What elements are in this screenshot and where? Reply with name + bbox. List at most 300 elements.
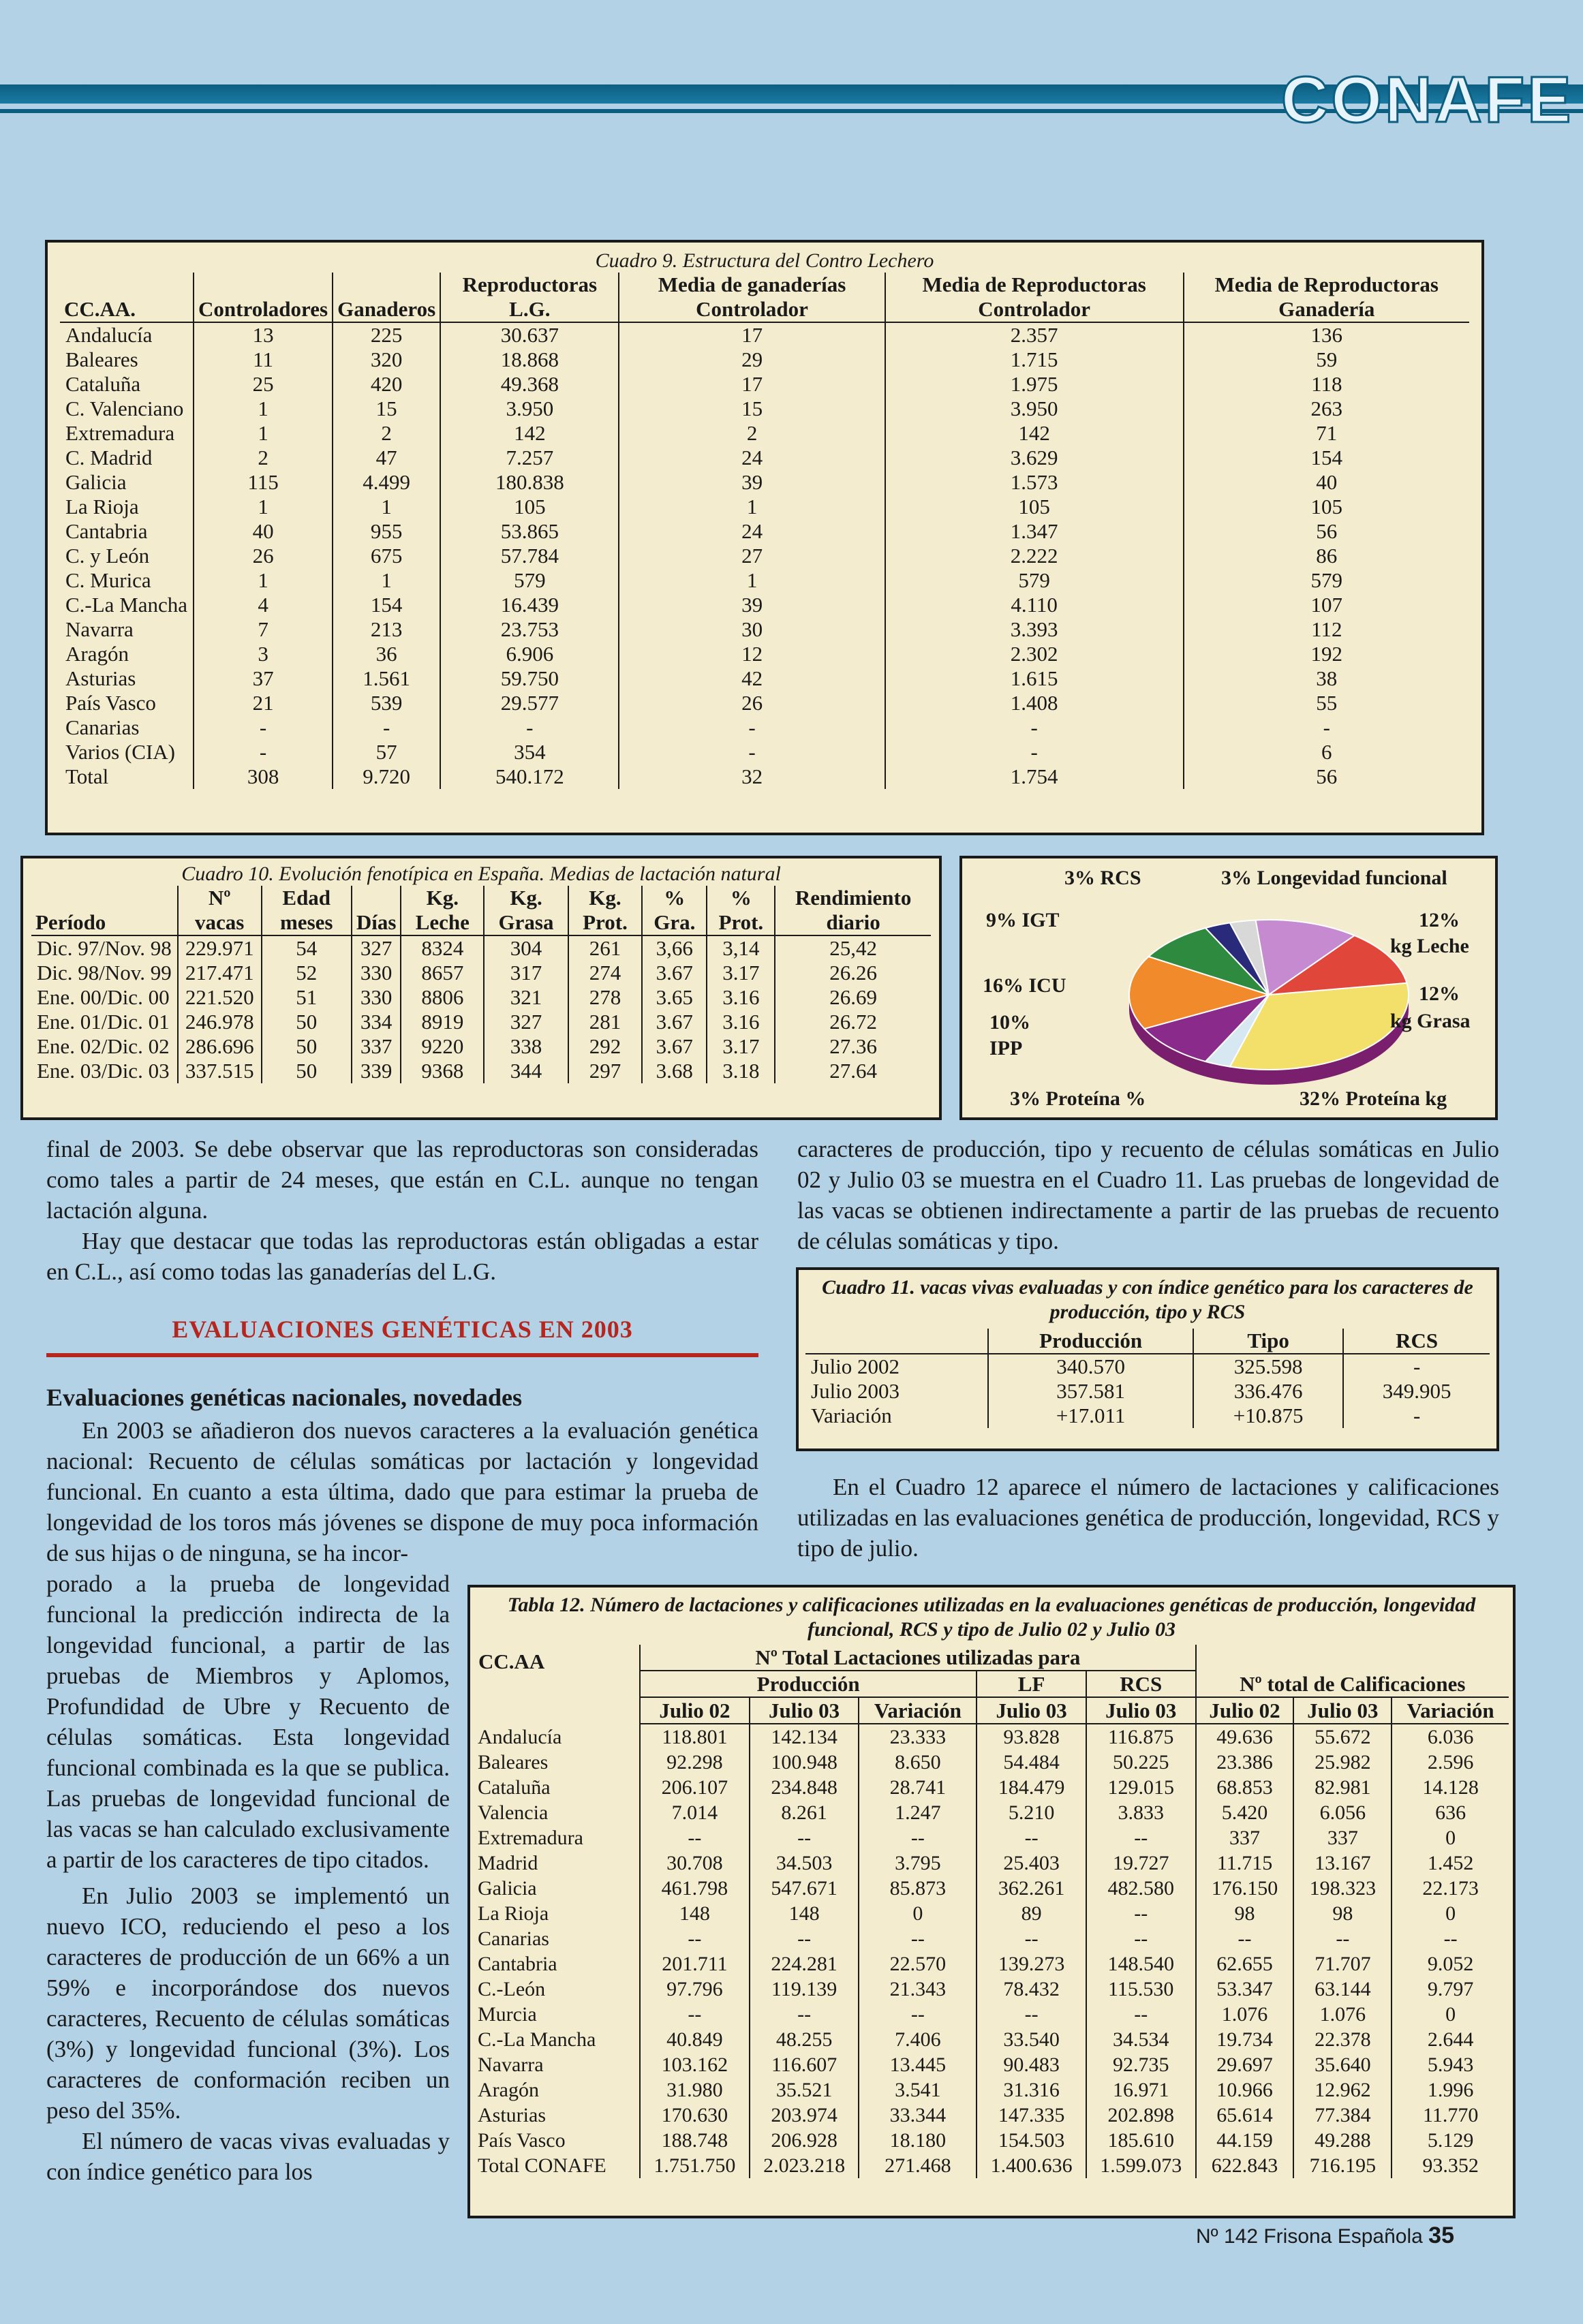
tabla12-cell: Asturias	[478, 2104, 546, 2126]
cuadro10-cell: 3,14	[707, 935, 775, 961]
cuadro9-cell: La Rioja	[65, 495, 139, 518]
tabla12-cell: 9.052	[1392, 1951, 1509, 1977]
cuadro9-caption: Cuadro 9. Estructura del Contro Lechero	[595, 249, 934, 272]
cuadro10-row	[31, 935, 931, 961]
cuadro11-cell: -	[1343, 1354, 1490, 1379]
tabla12-cell: 116.607	[750, 2052, 859, 2077]
cuadro9-cell: 263	[1184, 397, 1469, 421]
tabla12-cell: Total CONAFE	[478, 2154, 606, 2177]
cuadro9-cell: 26	[619, 691, 885, 715]
cuadro9-cell: Galicia	[65, 470, 127, 494]
tabla12-cell: --	[859, 1926, 977, 1951]
cuadro11-cell: +17.011	[988, 1404, 1193, 1428]
cuadro9-cell: 142	[885, 421, 1184, 446]
paragraph: caracteres de producción, tipo y recuento de células somáticas en Julio 02 y Julio 03 se muestra en el Cuadro 11. Las pruebas de longevidad de las vacas se obtienen indirectamente a partir de las pruebas de recuento de células somáticas y tipo.	[797, 1136, 1499, 1254]
tabla12-subheader-cell: Variación	[1392, 1697, 1509, 1724]
cuadro10-cell: 321	[484, 985, 568, 1010]
tabla12-cell: 5.943	[1392, 2052, 1509, 2077]
cuadro10-cell: 221.520	[178, 985, 262, 1010]
tabla12-cell: 16.971	[1086, 2077, 1196, 2103]
cuadro9-cell: 579	[1184, 568, 1469, 593]
cuadro9-cell: 86	[1184, 544, 1469, 568]
cuadro10-header-cell: Kg. Grasa	[484, 886, 568, 935]
tabla12-cell: 115.530	[1086, 1977, 1196, 2002]
tabla12-cell: 30.708	[640, 1850, 750, 1876]
cuadro9-cell: 1	[194, 397, 333, 421]
tabla12-row	[474, 1825, 1509, 1850]
cuadro10-cell: 3.67	[642, 1010, 707, 1034]
tabla12-cell: C.-León	[478, 1978, 546, 2000]
cuadro10-cell: 54	[262, 935, 352, 961]
cuadro9-cell: 213	[333, 617, 440, 642]
tabla12-cell: 10.966	[1196, 2077, 1294, 2103]
cuadro9-cell: C. y León	[65, 544, 150, 568]
tabla12-cell: 92.735	[1086, 2052, 1196, 2077]
tabla12-cell: 188.748	[640, 2128, 750, 2153]
cuadro10-cell: 297	[568, 1059, 642, 1083]
tabla12-cell: 19.727	[1086, 1850, 1196, 1876]
tabla12-header-lf: LF	[977, 1671, 1086, 1697]
cuadro9-cell: 42	[619, 666, 885, 691]
cuadro10-header-row	[31, 886, 931, 935]
tabla12-cell: 5.210	[977, 1800, 1086, 1825]
cuadro10-cell: 26.72	[775, 1010, 931, 1034]
tabla12-subheader-cell: Julio 03	[977, 1697, 1086, 1724]
tabla12-cell: 148.540	[1086, 1951, 1196, 1977]
cuadro11-header-cell: Tipo	[1193, 1329, 1343, 1354]
paragraph: Hay que destacar que todas las reproductoras están obligadas a estar en C.L., así como todas las ganaderías del L.G.	[46, 1228, 758, 1285]
cuadro9-cell: 1	[194, 568, 333, 593]
cuadro9-cell: 2	[333, 421, 440, 446]
cuadro9-row	[60, 666, 1469, 691]
cuadro9-cell: 540.172	[440, 764, 619, 789]
cuadro9-cell: 2	[194, 446, 333, 470]
pie-label-grasa-pct: 12%	[1419, 982, 1460, 1005]
cuadro10-cell: 337.515	[178, 1059, 262, 1083]
cuadro10-cell: 3.16	[707, 1010, 775, 1034]
cuadro9-cell: C. Murica	[65, 568, 151, 592]
tabla12-cell: 71.707	[1293, 1951, 1392, 1977]
cuadro9-cell: 18.868	[440, 347, 619, 372]
cuadro10-cell: 330	[352, 961, 401, 985]
cuadro9-cell: Canarias	[65, 715, 140, 739]
tabla12-cell: 25.982	[1293, 1750, 1392, 1775]
cuadro11-header-cell: RCS	[1343, 1329, 1490, 1354]
cuadro11-cell: Julio 2002	[811, 1354, 900, 1378]
cuadro9-cell: 30.637	[440, 322, 619, 347]
cuadro10-cell: 3.67	[642, 961, 707, 985]
tabla12-cell: Navarra	[478, 2054, 544, 2076]
cuadro10-cell: Ene. 01/Dic. 01	[37, 1010, 170, 1034]
cuadro9-cell: -	[194, 740, 333, 764]
tabla12-row	[474, 2002, 1509, 2027]
tabla12-cell: 54.484	[977, 1750, 1086, 1775]
cuadro9-cell: 1	[619, 495, 885, 519]
cuadro9-cell: Cantabria	[65, 519, 148, 543]
tabla12-cell: 44.159	[1196, 2128, 1294, 2153]
tabla12-cell: 6.036	[1392, 1724, 1509, 1750]
cuadro9-cell: 1.615	[885, 666, 1184, 691]
cuadro9-cell: -	[619, 740, 885, 764]
cuadro10-header-cell: Período	[31, 886, 178, 935]
cuadro9-cell: 107	[1184, 593, 1469, 617]
tabla12-cell: 119.139	[750, 1977, 859, 2002]
tabla12-row	[474, 1926, 1509, 1951]
body-right-mid	[797, 1472, 1499, 1564]
cuadro9-cell: 15	[333, 397, 440, 421]
tabla12-cell: 97.796	[640, 1977, 750, 2002]
tabla12-cell: --	[640, 2002, 750, 2027]
tabla12-cell: 82.981	[1293, 1775, 1392, 1800]
cuadro9-cell: 142	[440, 421, 619, 446]
tabla12-cell: 89	[977, 1901, 1086, 1926]
tabla12-cell: --	[1086, 1825, 1196, 1850]
cuadro10-cell: 337	[352, 1034, 401, 1059]
tabla12-cell: --	[1293, 1926, 1392, 1951]
tabla12-header-produccion: Producción	[640, 1671, 977, 1697]
pie-label-ipp-pct: 10%	[989, 1011, 1030, 1034]
cuadro9-cell: 38	[1184, 666, 1469, 691]
cuadro10-cell: 50	[262, 1034, 352, 1059]
tabla12-cell: 142.134	[750, 1724, 859, 1750]
tabla12-cell: 29.697	[1196, 2052, 1294, 2077]
cuadro9-cell: Extremadura	[65, 421, 175, 445]
tabla12-cell: 77.384	[1293, 2103, 1392, 2128]
tabla12-cell: 206.928	[750, 2128, 859, 2153]
cuadro11-cell: 340.570	[988, 1354, 1193, 1379]
cuadro10-cell: 27.64	[775, 1059, 931, 1083]
cuadro11-cell: Julio 2003	[811, 1379, 900, 1403]
tabla12-subheader-cell: Variación	[859, 1697, 977, 1724]
cuadro10-header-cell: % Gra.	[642, 886, 707, 935]
tabla12-cell: 234.848	[750, 1775, 859, 1800]
cuadro9-cell: C.-La Mancha	[65, 593, 188, 617]
cuadro9-header-cell: Media de Reproductoras Ganadería	[1184, 273, 1469, 322]
tabla12-cell: 154.503	[977, 2128, 1086, 2153]
cuadro9-cell: 23.753	[440, 617, 619, 642]
cuadro9-cell: -	[885, 715, 1184, 740]
cuadro11-cell: -	[1343, 1404, 1490, 1428]
cuadro9-cell: Baleares	[65, 347, 138, 371]
section-rule	[46, 1353, 758, 1357]
tabla12-caption: Tabla 12. Número de lactaciones y calificaciones utilizadas en la evaluaciones genéticas de producción, longevidad funcional, RCS y tipo de Julio 02 y Julio 03	[507, 1594, 1476, 1641]
cuadro10-header-cell: % Prot.	[707, 886, 775, 935]
subheading: Evaluaciones genéticas nacionales, novedades	[46, 1384, 523, 1411]
tabla12-cell: Madrid	[478, 1852, 538, 1874]
cuadro9-cell: 579	[885, 568, 1184, 593]
cuadro10-cell: 229.971	[178, 935, 262, 961]
tabla12-table-box	[467, 1585, 1516, 2218]
cuadro9-cell: 29	[619, 347, 885, 372]
tabla12-cell: 8.261	[750, 1800, 859, 1825]
cuadro9-cell: 6	[1184, 740, 1469, 764]
cuadro10-cell: 51	[262, 985, 352, 1010]
pie-label-proteina-pct: 3% Proteína %	[1010, 1087, 1146, 1110]
cuadro9-cell: 4.499	[333, 470, 440, 495]
cuadro9-row	[60, 446, 1469, 470]
cuadro10-cell: 330	[352, 985, 401, 1010]
tabla12-row	[474, 1901, 1509, 1926]
tabla12-cell: --	[1196, 1926, 1294, 1951]
cuadro10-cell: 52	[262, 961, 352, 985]
cuadro10-cell: 261	[568, 935, 642, 961]
tabla12-cell: --	[750, 1926, 859, 1951]
tabla12-cell: 716.195	[1293, 2153, 1392, 2178]
pie-label-leche-pct: 12%	[1419, 909, 1460, 931]
tabla12-cell: 0	[859, 1901, 977, 1926]
tabla12-cell: 139.273	[977, 1951, 1086, 1977]
tabla12-cell: 461.798	[640, 1876, 750, 1901]
paragraph: El número de vacas vivas evaluadas y con índice genético para los	[46, 2128, 450, 2185]
tabla12-cell: 201.711	[640, 1951, 750, 1977]
tabla12-cell: 622.843	[1196, 2153, 1294, 2178]
tabla12-row	[474, 1850, 1509, 1876]
tabla12-cell: 118.801	[640, 1724, 750, 1750]
tabla12-cell: --	[750, 1825, 859, 1850]
cuadro10-cell: 246.978	[178, 1010, 262, 1034]
tabla12-cell: 9.797	[1392, 1977, 1509, 2002]
tabla12-cell: 33.540	[977, 2027, 1086, 2052]
cuadro10-cell: 3.68	[642, 1059, 707, 1083]
cuadro9-cell: 24	[619, 519, 885, 544]
cuadro9-cell: C. Madrid	[65, 446, 153, 469]
cuadro11-header-row	[805, 1329, 1490, 1354]
cuadro9-table-box	[45, 240, 1484, 835]
cuadro11-header-cell	[805, 1329, 988, 1354]
tabla12-cell: 2.023.218	[750, 2153, 859, 2178]
cuadro9-cell: 1.561	[333, 666, 440, 691]
section-title: EVALUACIONES GENÉTICAS EN 2003	[172, 1316, 633, 1343]
tabla12-cell: 35.521	[750, 2077, 859, 2103]
cuadro10-cell: Ene. 02/Dic. 02	[37, 1034, 170, 1058]
cuadro9-cell: -	[619, 715, 885, 740]
tabla12-row	[474, 1724, 1509, 1750]
cuadro9-row	[60, 347, 1469, 372]
cuadro10-cell: 8324	[401, 935, 484, 961]
tabla12-row	[474, 1750, 1509, 1775]
cuadro9-cell: 1	[194, 421, 333, 446]
cuadro9-cell: 53.865	[440, 519, 619, 544]
cuadro9-cell: 115	[194, 470, 333, 495]
tabla12-cell: 35.640	[1293, 2052, 1392, 2077]
tabla12-row	[474, 2027, 1509, 2052]
cuadro9-cell: -	[333, 715, 440, 740]
cuadro9-cell: 3.950	[440, 397, 619, 421]
cuadro9-cell: 4.110	[885, 593, 1184, 617]
cuadro9-cell: 6.906	[440, 642, 619, 666]
cuadro9-cell: 105	[440, 495, 619, 519]
tabla12-header-calificaciones: Nº total de Calificaciones	[1196, 1645, 1509, 1697]
tabla12-cell: 50.225	[1086, 1750, 1196, 1775]
tabla12-cell: Cataluña	[478, 1776, 551, 1799]
tabla12-header-lactaciones: Nº Total Lactaciones utilizadas para	[640, 1645, 1195, 1671]
tabla12-cell: 18.180	[859, 2128, 977, 2153]
cuadro9-cell: 49.368	[440, 372, 619, 397]
tabla12-cell: 23.386	[1196, 1750, 1294, 1775]
cuadro11-cell: 325.598	[1193, 1354, 1343, 1379]
tabla12-cell: Aragón	[478, 2079, 539, 2101]
tabla12-cell: 14.128	[1392, 1775, 1509, 1800]
cuadro9-header-row	[60, 273, 1469, 322]
tabla12-cell: 23.333	[859, 1724, 977, 1750]
cuadro9-cell: 11	[194, 347, 333, 372]
tabla12-subheader-cell: Julio 02	[640, 1697, 750, 1724]
cuadro9-cell: 105	[1184, 495, 1469, 519]
paragraph: final de 2003. Se debe observar que las reproductoras son consideradas como tales a partir de 24 meses, que están en C.L. aunque no tengan lactación alguna.	[46, 1136, 758, 1224]
tabla12-cell: 362.261	[977, 1876, 1086, 1901]
cuadro9-row	[60, 322, 1469, 347]
tabla12-cell: 78.432	[977, 1977, 1086, 2002]
cuadro9-cell: 1.347	[885, 519, 1184, 544]
cuadro9-cell: 17	[619, 372, 885, 397]
tabla12-cell: 103.162	[640, 2052, 750, 2077]
cuadro10-header-cell: Nº vacas	[178, 886, 262, 935]
tabla12-subheader-cell: Julio 03	[750, 1697, 859, 1724]
cuadro9-cell: 105	[885, 495, 1184, 519]
tabla12-cell: 184.479	[977, 1775, 1086, 1800]
tabla12-cell: 19.734	[1196, 2027, 1294, 2052]
tabla12-cell: 224.281	[750, 1951, 859, 1977]
cuadro9-cell: Varios (CIA)	[65, 740, 175, 764]
tabla12-cell: 31.316	[977, 2077, 1086, 2103]
cuadro9-cell: 27	[619, 544, 885, 568]
cuadro10-cell: 327	[484, 1010, 568, 1034]
body-right-top	[797, 1134, 1499, 1256]
tabla12-cell: --	[859, 1825, 977, 1850]
cuadro9-cell: Total	[65, 764, 109, 788]
tabla12-table	[474, 1645, 1509, 2178]
cuadro9-cell: 25	[194, 372, 333, 397]
tabla12-cell: 13.167	[1293, 1850, 1392, 1876]
tabla12-row	[474, 2077, 1509, 2103]
cuadro10-row	[31, 985, 931, 1010]
tabla12-cell: 53.347	[1196, 1977, 1294, 2002]
cuadro9-row	[60, 715, 1469, 740]
tabla12-cell: 1.452	[1392, 1850, 1509, 1876]
cuadro10-header-cell: Kg. Leche	[401, 886, 484, 935]
tabla12-cell: 547.671	[750, 1876, 859, 1901]
tabla12-cell: 148	[640, 1901, 750, 1926]
tabla12-cell: Valencia	[478, 1801, 549, 1824]
tabla12-cell: 3.541	[859, 2077, 977, 2103]
tabla12-cell: 90.483	[977, 2052, 1086, 2077]
cuadro9-cell: 675	[333, 544, 440, 568]
cuadro9-cell: 118	[1184, 372, 1469, 397]
cuadro9-cell: 32	[619, 764, 885, 789]
cuadro9-cell: 1.715	[885, 347, 1184, 372]
cuadro9-cell: 3.393	[885, 617, 1184, 642]
cuadro9-cell: 7.257	[440, 446, 619, 470]
tabla12-cell: Galicia	[478, 1877, 537, 1900]
cuadro9-cell: 3.950	[885, 397, 1184, 421]
tabla12-cell: 7.406	[859, 2027, 977, 2052]
tabla12-row	[474, 2153, 1509, 2178]
cuadro9-cell: 320	[333, 347, 440, 372]
cuadro9-cell: 7	[194, 617, 333, 642]
tabla12-cell: 1.076	[1196, 2002, 1294, 2027]
tabla12-cell: 202.898	[1086, 2103, 1196, 2128]
tabla12-cell: 25.403	[977, 1850, 1086, 1876]
paragraph: En el Cuadro 12 aparece el número de lactaciones y calificaciones utilizadas en las evaluaciones genética de producción, longevidad, RCS y tipo de julio.	[797, 1474, 1499, 1562]
body-left-top	[46, 1134, 758, 1287]
cuadro9-row	[60, 470, 1469, 495]
paragraph: En 2003 se añadieron dos nuevos caracteres a la evaluación genética nacional: Recuento de células somáticas por lactación y longevidad funcional. En cuanto a esta última, dado que para estimar la prueba de longevidad de los toros más jóvenes se dispone de muy poca información de sus hijas o de ninguna, se ha incor-	[46, 1417, 758, 1566]
tabla12-cell: Cantabria	[478, 1953, 557, 1975]
conafe-logo: CONAFE	[1281, 63, 1574, 136]
cuadro10-cell: 286.696	[178, 1034, 262, 1059]
cuadro9-cell: 21	[194, 691, 333, 715]
tabla12-cell: --	[977, 1926, 1086, 1951]
tabla12-cell: 85.873	[859, 1876, 977, 1901]
cuadro9-cell: 40	[194, 519, 333, 544]
cuadro9-row	[60, 691, 1469, 715]
tabla12-cell: 170.630	[640, 2103, 750, 2128]
tabla12-cell: --	[977, 1825, 1086, 1850]
cuadro11-cell: Variación	[811, 1404, 892, 1427]
tabla12-cell: 31.980	[640, 2077, 750, 2103]
tabla12-cell: 98	[1293, 1901, 1392, 1926]
tabla12-cell: 0	[1392, 2002, 1509, 2027]
cuadro9-cell: 2	[619, 421, 885, 446]
cuadro11-row	[805, 1354, 1490, 1379]
cuadro10-cell: 3.17	[707, 1034, 775, 1059]
cuadro9-cell: Aragón	[65, 642, 129, 666]
cuadro10-row	[31, 1034, 931, 1059]
cuadro9-cell: 154	[1184, 446, 1469, 470]
cuadro9-header-cell: Media de ganaderías Controlador	[619, 273, 885, 322]
tabla12-cell: 49.288	[1293, 2128, 1392, 2153]
cuadro9-table	[60, 273, 1469, 789]
cuadro9-cell: 24	[619, 446, 885, 470]
tabla12-cell: 49.636	[1196, 1724, 1294, 1750]
cuadro9-cell: 955	[333, 519, 440, 544]
tabla12-cell: --	[640, 1825, 750, 1850]
cuadro9-cell: Cataluña	[65, 372, 141, 396]
tabla12-cell: 22.173	[1392, 1876, 1509, 1901]
tabla12-cell: 203.974	[750, 2103, 859, 2128]
cuadro10-header-cell: Rendimiento diario	[775, 886, 931, 935]
cuadro9-cell: 37	[194, 666, 333, 691]
tabla12-cell: 100.948	[750, 1750, 859, 1775]
cuadro9-cell: 40	[1184, 470, 1469, 495]
tabla12-cell: 198.323	[1293, 1876, 1392, 1901]
tabla12-header-ccaa: CC.AA	[478, 1649, 545, 1673]
tabla12-cell: 5.129	[1392, 2128, 1509, 2153]
cuadro9-cell: 192	[1184, 642, 1469, 666]
cuadro10-cell: Ene. 03/Dic. 03	[37, 1059, 170, 1083]
cuadro11-cell: 336.476	[1193, 1379, 1343, 1404]
cuadro11-row	[805, 1379, 1490, 1404]
cuadro10-cell: 327	[352, 935, 401, 961]
tabla12-cell: 337	[1196, 1825, 1294, 1850]
cuadro9-cell: 1.754	[885, 764, 1184, 789]
cuadro9-cell: -	[440, 715, 619, 740]
pie-label-leche-name: kg Leche	[1390, 935, 1469, 957]
cuadro9-cell: 225	[333, 322, 440, 347]
pie-label-longevidad: 3% Longevidad funcional	[1221, 867, 1447, 889]
tabla12-cell: 7.014	[640, 1800, 750, 1825]
cuadro10-header-cell: Días	[352, 886, 401, 935]
tabla12-header-row	[474, 1645, 1509, 1671]
cuadro9-cell: -	[885, 740, 1184, 764]
tabla12-cell: 40.849	[640, 2027, 750, 2052]
cuadro9-cell: 3	[194, 642, 333, 666]
cuadro10-cell: 8919	[401, 1010, 484, 1034]
cuadro9-row	[60, 764, 1469, 789]
cuadro9-cell: C. Valenciano	[65, 397, 184, 420]
cuadro9-cell: 16.439	[440, 593, 619, 617]
cuadro10-cell: 26.26	[775, 961, 931, 985]
